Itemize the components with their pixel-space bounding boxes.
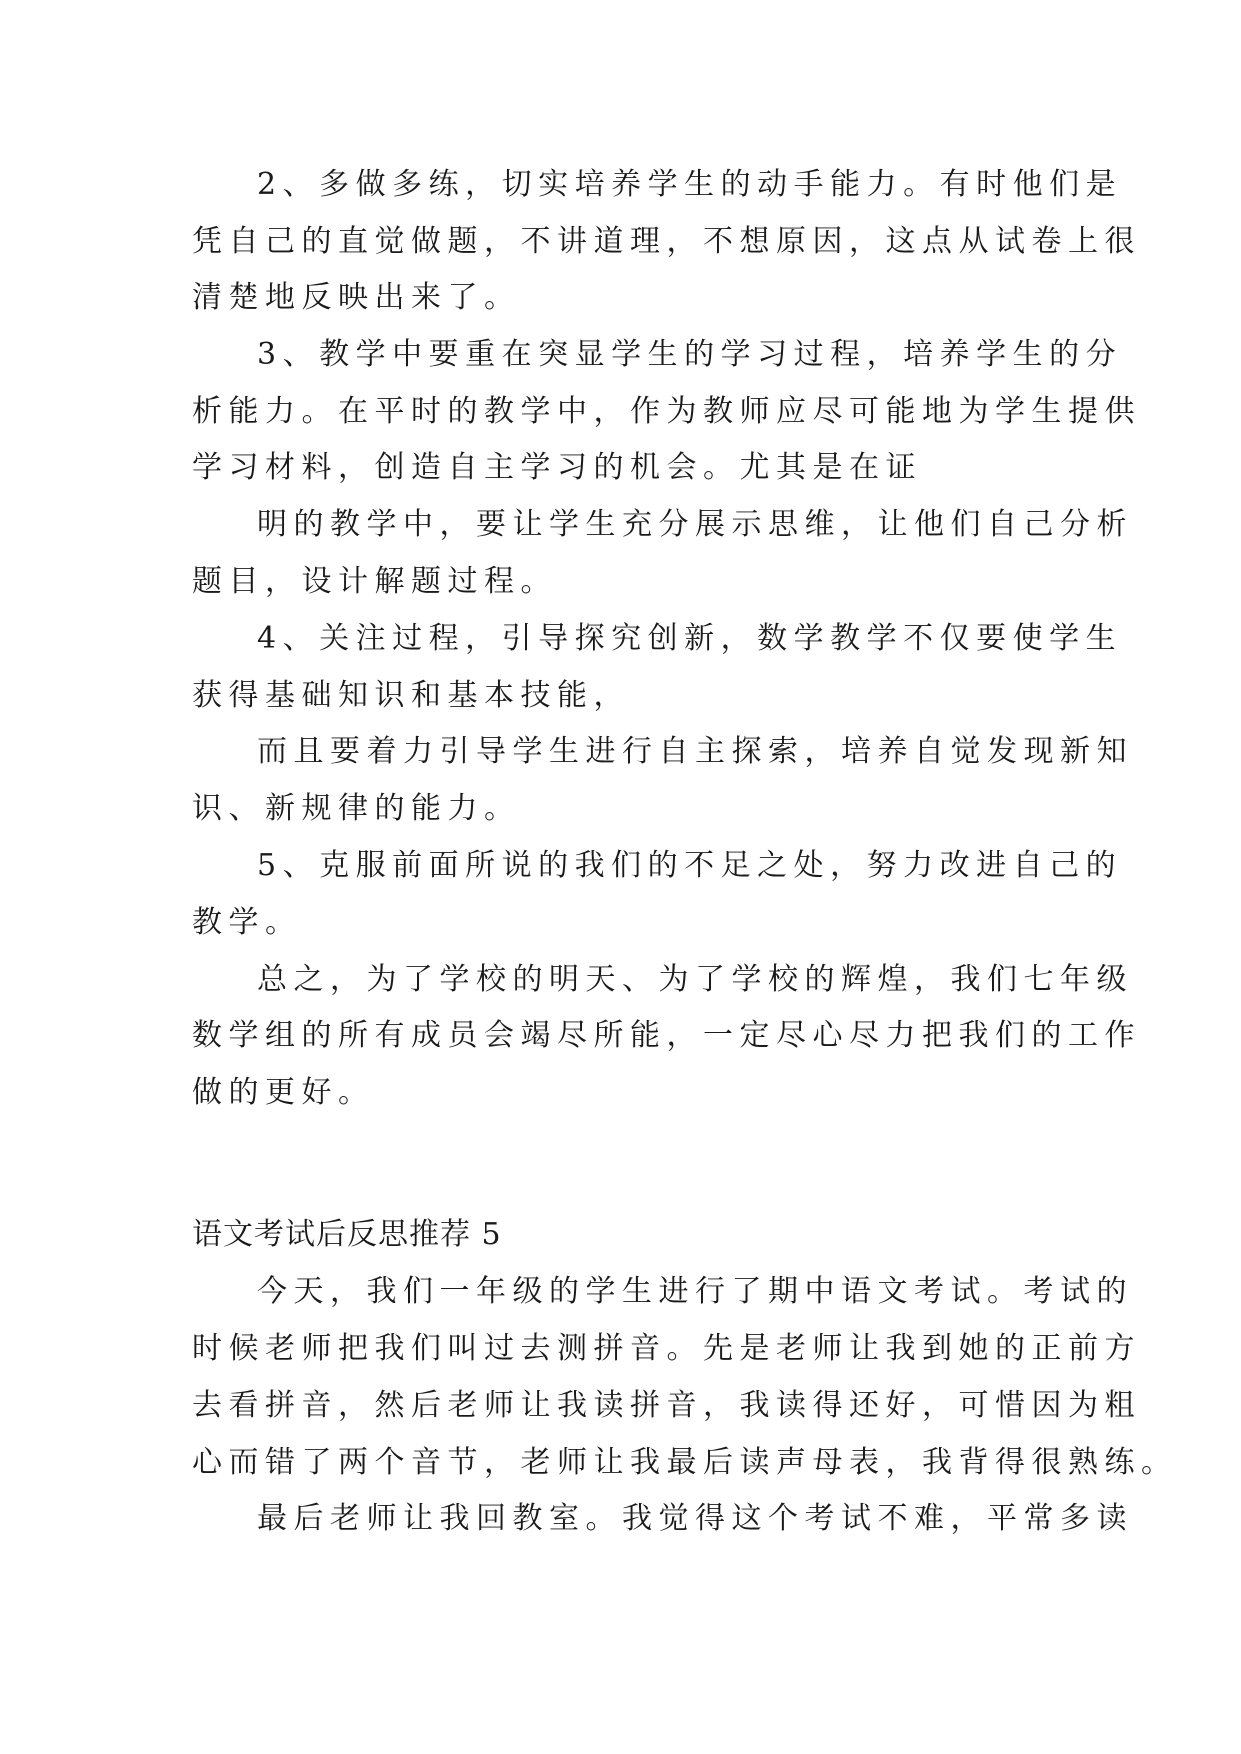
text-line: 题目，设计解题过程。 xyxy=(192,564,557,599)
text-line: 而且要着力引导学生进行自主探索，培养自觉发现新知 xyxy=(257,734,1133,769)
text-line: 去看拼音，然后老师让我读拼音，我读得还好，可惜因为粗 xyxy=(192,1388,1141,1423)
text-line: 获得基础知识和基本技能， xyxy=(192,678,630,713)
section-heading: 语文考试后反思推荐 5 xyxy=(192,1217,502,1252)
text-line: 今天，我们一年级的学生进行了期中语文考试。考试的 xyxy=(257,1274,1133,1309)
text-line: 3、教学中要重在突显学生的学习过程，培养学生的分 xyxy=(257,337,1123,372)
text-line: 析能力。在平时的教学中，作为教师应尽可能地为学生提供 xyxy=(192,394,1141,429)
text-line: 4、关注过程，引导探究创新，数学教学不仅要使学生 xyxy=(257,621,1123,656)
text-line: 5、克服前面所说的我们的不足之处，努力改进自己的 xyxy=(257,848,1123,883)
text-line: 心而错了两个音节，老师让我最后读声母表，我背得很熟练。 xyxy=(192,1445,1178,1480)
text-line: 做的更好。 xyxy=(192,1075,375,1110)
text-line: 凭自己的直觉做题，不讲道理，不想原因，这点从试卷上很 xyxy=(192,224,1141,259)
text-line: 清楚地反映出来了。 xyxy=(192,280,521,315)
text-line: 数学组的所有成员会竭尽所能，一定尽心尽力把我们的工作 xyxy=(192,1018,1141,1053)
text-line: 明的教学中，要让学生充分展示思维，让他们自己分析 xyxy=(257,507,1133,542)
text-line: 识、新规律的能力。 xyxy=(192,791,521,826)
text-line: 学习材料，创造自主学习的机会。尤其是在证 xyxy=(192,450,922,485)
text-line: 最后老师让我回教室。我觉得这个考试不难，平常多读 xyxy=(257,1501,1133,1536)
text-line: 时候老师把我们叫过去测拼音。先是老师让我到她的正前方 xyxy=(192,1331,1141,1366)
text-line: 教学。 xyxy=(192,905,302,940)
text-line: 2、多做多练，切实培养学生的动手能力。有时他们是 xyxy=(257,167,1123,202)
text-line: 总之，为了学校的明天、为了学校的辉煌，我们七年级 xyxy=(257,962,1133,997)
